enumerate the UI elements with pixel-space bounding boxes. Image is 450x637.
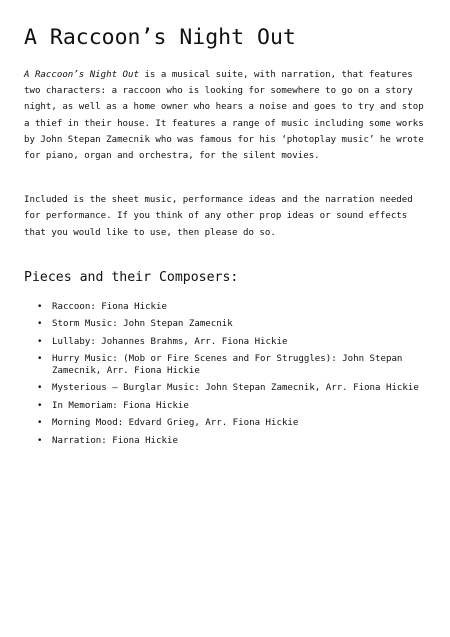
list-item-text: Morning Mood: Edvard Grieg, Arr. Fiona Hickie: [52, 418, 299, 429]
list-item-text: In Memoriam: Fiona Hickie: [52, 400, 189, 411]
included-line: for performance. If you think of any other prop ideas or sound effects: [24, 211, 408, 222]
list-item-text-continued: Zamecnik, Arr. Fiona Hickie: [52, 365, 200, 376]
list-item-text: Hurry Music: (Mob or Fire Scenes and For Struggles): John Stepan: [52, 354, 403, 365]
included-paragraph: [24, 192, 428, 241]
list-item-text: Lullaby: Johannes Brahms, Arr. Fiona Hickie: [52, 336, 288, 347]
intro-line: two characters: a raccoon who is looking for somewhere to go on a story: [24, 86, 413, 97]
list-item-text: Mysterious – Burglar Music: John Stepan Zamecnik, Arr. Fiona Hickie: [52, 383, 419, 394]
intro-line: for piano, organ and orchestra, for the silent movies.: [24, 151, 320, 162]
bullet-icon: •: [37, 336, 43, 347]
list-item: [24, 354, 428, 377]
list-item: [24, 302, 428, 314]
bullet-icon: •: [37, 400, 43, 411]
bullet-icon: •: [37, 354, 43, 365]
bullet-icon: •: [37, 301, 43, 312]
document-page: [24, 24, 428, 453]
pieces-heading: Pieces and their Composers:: [24, 269, 239, 285]
list-item-text: Storm Music: John Stepan Zamecnik: [52, 319, 233, 330]
bullet-icon: •: [37, 418, 43, 429]
list-item: [24, 319, 428, 331]
bullet-icon: •: [37, 383, 43, 394]
list-item: [24, 401, 428, 413]
included-line: that you would like to use, then please do so.: [24, 227, 276, 238]
intro-line: by John Stepan Zamecnik who was famous for his ‘photoplay music’ he wrote: [24, 134, 424, 145]
bullet-icon: •: [37, 435, 43, 446]
intro-paragraph: [24, 67, 428, 164]
list-item: [24, 436, 428, 448]
intro-line: a thief in their house. It features a range of music including some works: [24, 118, 424, 129]
list-item: [24, 337, 428, 349]
work-title-italic: A Raccoon’s Night Out: [24, 70, 139, 80]
list-item: [24, 418, 428, 430]
bullet-icon: •: [37, 319, 43, 330]
included-line: Included is the sheet music, performance ideas and the narration needed: [24, 195, 413, 206]
intro-line: night, as well as a home owner who hears a noise and goes to try and stop: [24, 102, 424, 113]
pieces-list: [24, 302, 428, 448]
list-item: [24, 383, 428, 395]
intro-line: A Raccoon’s Night Out is a musical suite, with narration, that features: [24, 70, 413, 80]
page-title: A Raccoon’s Night Out: [24, 25, 296, 50]
list-item-text: Raccoon: Fiona Hickie: [52, 301, 167, 312]
list-item-text: Narration: Fiona Hickie: [52, 435, 178, 446]
